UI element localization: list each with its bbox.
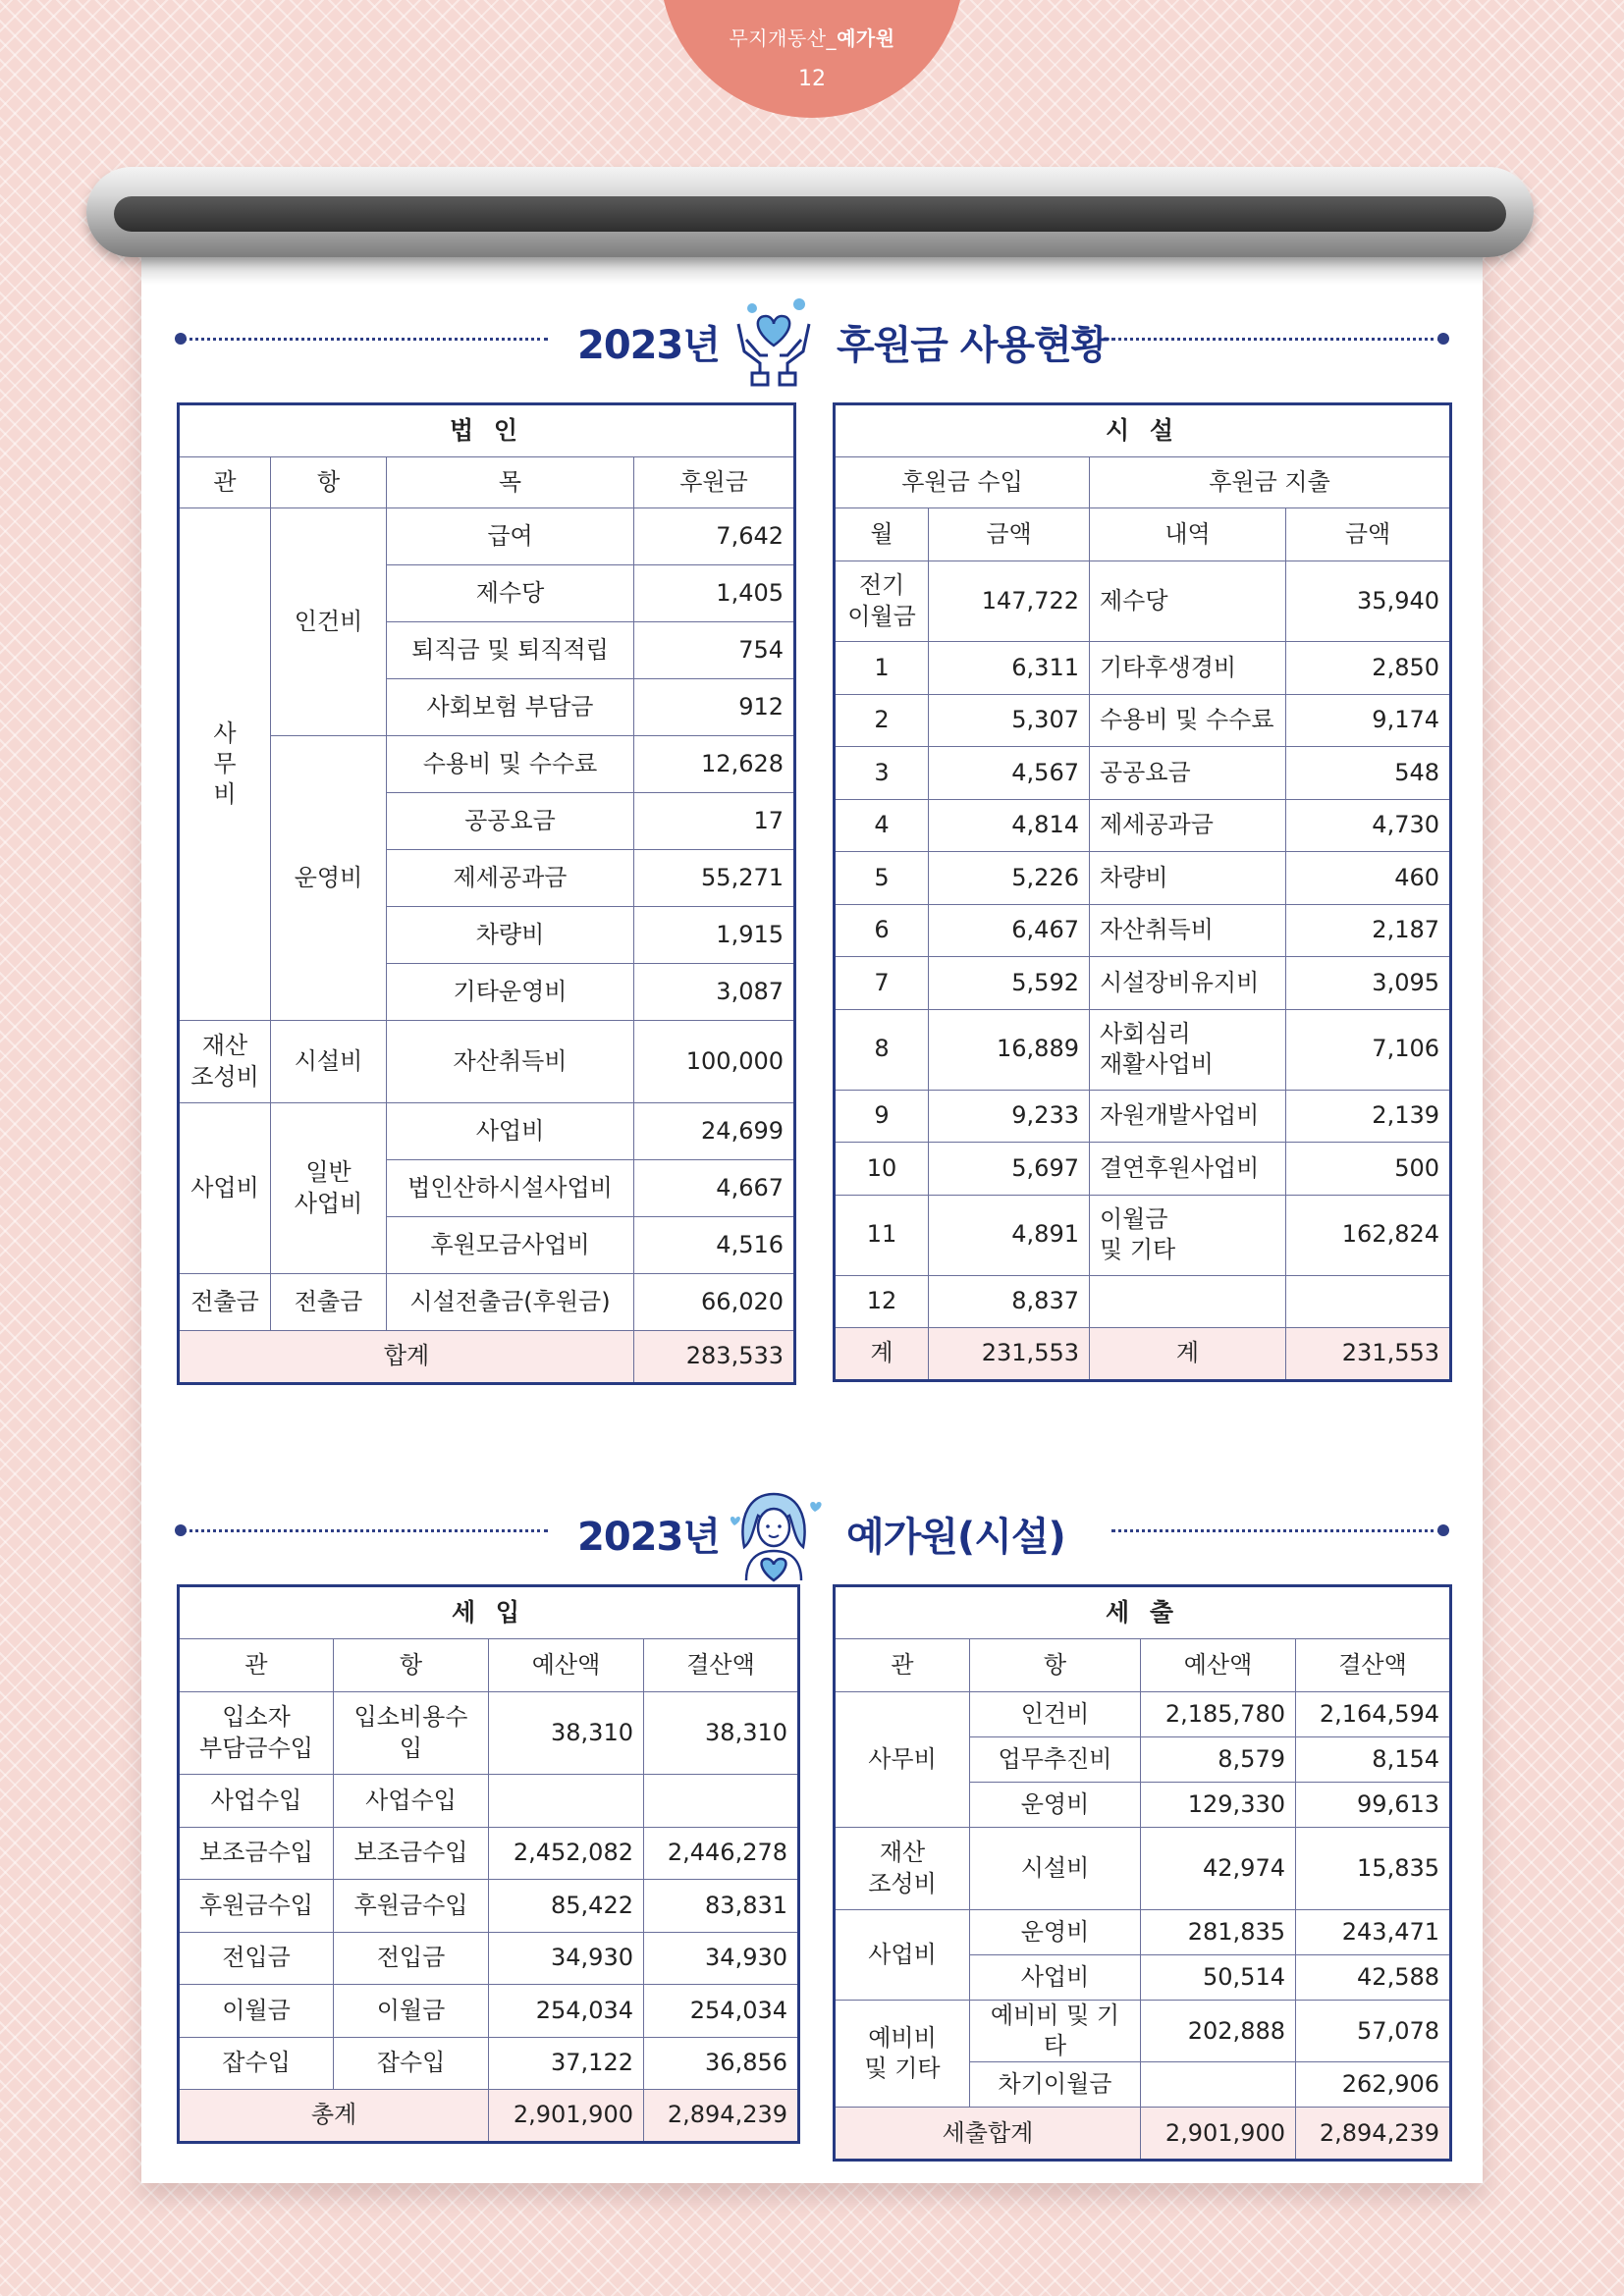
table-cell: 1,915 bbox=[634, 907, 795, 964]
table-cell: 시설비 bbox=[970, 1828, 1141, 1910]
table-cell: 전기 이월금 bbox=[835, 561, 929, 642]
scroll-rod bbox=[86, 167, 1534, 257]
table-cell: 2,452,082 bbox=[489, 1827, 644, 1880]
corp-hang-siseolbi: 시설비 bbox=[271, 1021, 387, 1103]
table-cell: 자원개발사업비 bbox=[1090, 1090, 1286, 1143]
expenditure-total-budget: 2,901,900 bbox=[1141, 2108, 1296, 2161]
table-cell: 2 bbox=[835, 694, 929, 747]
table-cell: 2,446,278 bbox=[644, 1827, 799, 1880]
table-cell: 10 bbox=[835, 1143, 929, 1196]
facility-header-expense: 금액 bbox=[1286, 508, 1451, 561]
corp-total-amount: 283,533 bbox=[634, 1331, 795, 1384]
table-cell: 공공요금 bbox=[1090, 747, 1286, 800]
table-row bbox=[835, 1009, 1451, 1090]
table-cell: 2,164,594 bbox=[1296, 1692, 1451, 1737]
table-cell: 결연후원사업비 bbox=[1090, 1143, 1286, 1196]
table-cell: 자산취득비 bbox=[1090, 904, 1286, 957]
table-cell: 기타후생경비 bbox=[1090, 642, 1286, 695]
table-cell: 수용비 및 수수료 bbox=[387, 736, 634, 793]
table-cell: 100,000 bbox=[634, 1021, 795, 1103]
table-cell: 잡수입 bbox=[179, 2037, 334, 2090]
section2-title-text: 예가원(시설) bbox=[846, 1515, 1065, 1560]
table-row bbox=[835, 852, 1451, 905]
table-row bbox=[179, 1985, 799, 2038]
table-cell bbox=[644, 1775, 799, 1828]
table-row bbox=[179, 1827, 799, 1880]
revenue-header-gwan: 관 bbox=[179, 1639, 334, 1692]
table-cell: 사회보험 부담금 bbox=[387, 679, 634, 736]
table-cell: 129,330 bbox=[1141, 1783, 1296, 1828]
table-cell: 후원금수입 bbox=[334, 1880, 489, 1933]
corp-header-gwan: 관 bbox=[179, 457, 271, 508]
table-row bbox=[835, 1090, 1451, 1143]
table-cell: 2,185,780 bbox=[1141, 1692, 1296, 1737]
table-cell: 후원모금사업비 bbox=[387, 1217, 634, 1274]
table-cell: 4,891 bbox=[929, 1195, 1090, 1275]
corp-group-saeopbi: 사업비 bbox=[179, 1103, 271, 1274]
table-cell: 1,405 bbox=[634, 565, 795, 622]
table-cell: 42,974 bbox=[1141, 1828, 1296, 1910]
table-cell: 35,940 bbox=[1286, 561, 1451, 642]
corp-caption: 법 인 bbox=[179, 404, 795, 457]
table-cell: 8 bbox=[835, 1009, 929, 1090]
table-cell: 4 bbox=[835, 799, 929, 852]
table-cell: 6,467 bbox=[929, 904, 1090, 957]
table-cell: 254,034 bbox=[644, 1985, 799, 2038]
table-cell: 이월금 bbox=[179, 1985, 334, 2038]
page-number: 12 bbox=[798, 67, 826, 91]
table-cell: 36,856 bbox=[644, 2037, 799, 2090]
table-row bbox=[835, 957, 1451, 1010]
table-cell: 7,106 bbox=[1286, 1009, 1451, 1090]
table-cell: 9 bbox=[835, 1090, 929, 1143]
revenue-table bbox=[177, 1584, 800, 2144]
table-cell: 85,422 bbox=[489, 1880, 644, 1933]
facility-donation-table bbox=[833, 402, 1452, 1382]
table-row bbox=[179, 2037, 799, 2090]
table-cell: 42,588 bbox=[1296, 1955, 1451, 2001]
table-cell: 입소비용수입 bbox=[334, 1692, 489, 1775]
expenditure-total-settled: 2,894,239 bbox=[1296, 2108, 1451, 2161]
expenditure-header-hang: 항 bbox=[970, 1639, 1141, 1692]
table-cell: 57,078 bbox=[1296, 2001, 1451, 2062]
table-cell: 8,837 bbox=[929, 1275, 1090, 1328]
corp-donation-table bbox=[177, 402, 796, 1385]
table-cell: 사업수입 bbox=[334, 1775, 489, 1828]
table-cell: 8,579 bbox=[1141, 1737, 1296, 1783]
table-row bbox=[179, 1692, 799, 1775]
table-cell: 912 bbox=[634, 679, 795, 736]
corp-group-samubi: 사 무 비 bbox=[179, 508, 271, 1021]
table-cell: 460 bbox=[1286, 852, 1451, 905]
corp-header-hang: 항 bbox=[271, 457, 387, 508]
table-cell: 퇴직금 및 퇴직적립 bbox=[387, 622, 634, 679]
table-cell: 147,722 bbox=[929, 561, 1090, 642]
corp-hang-unyeongbi: 운영비 bbox=[271, 736, 387, 1021]
publication-title bbox=[660, 23, 964, 51]
facility-header-income: 금액 bbox=[929, 508, 1090, 561]
table-cell: 15,835 bbox=[1296, 1828, 1451, 1910]
table-cell: 업무추진비 bbox=[970, 1737, 1141, 1783]
table-cell: 전입금 bbox=[179, 1932, 334, 1985]
table-cell: 사업수입 bbox=[179, 1775, 334, 1828]
table-cell: 243,471 bbox=[1296, 1910, 1451, 1955]
table-cell: 시설장비유지비 bbox=[1090, 957, 1286, 1010]
table-cell bbox=[1286, 1275, 1451, 1328]
table-cell: 6,311 bbox=[929, 642, 1090, 695]
table-row bbox=[179, 1880, 799, 1933]
table-cell: 3,095 bbox=[1286, 957, 1451, 1010]
table-cell: 입소자 부담금수입 bbox=[179, 1692, 334, 1775]
table-cell: 262,906 bbox=[1296, 2062, 1451, 2108]
facility-income-header: 후원금 수입 bbox=[835, 457, 1090, 508]
corp-hang-jeonchul: 전출금 bbox=[271, 1274, 387, 1331]
table-cell: 5,592 bbox=[929, 957, 1090, 1010]
table-cell: 공공요금 bbox=[387, 793, 634, 850]
header-badge bbox=[660, 0, 964, 118]
table-cell bbox=[1090, 1275, 1286, 1328]
table-cell: 254,034 bbox=[489, 1985, 644, 2038]
table-cell: 차량비 bbox=[387, 907, 634, 964]
revenue-header-settled: 결산액 bbox=[644, 1639, 799, 1692]
table-cell: 4,730 bbox=[1286, 799, 1451, 852]
table-cell: 99,613 bbox=[1296, 1783, 1451, 1828]
corp-header-amount: 후원금 bbox=[634, 457, 795, 508]
table-row bbox=[835, 642, 1451, 695]
corp-hang-ilban: 일반 사업비 bbox=[271, 1103, 387, 1274]
table-cell: 후원금수입 bbox=[179, 1880, 334, 1933]
table-cell: 보조금수입 bbox=[179, 1827, 334, 1880]
table-cell: 7,642 bbox=[634, 508, 795, 565]
table-cell: 4,667 bbox=[634, 1160, 795, 1217]
table-cell: 66,020 bbox=[634, 1274, 795, 1331]
table-cell: 548 bbox=[1286, 747, 1451, 800]
table-cell: 사업비 bbox=[387, 1103, 634, 1160]
table-cell: 38,310 bbox=[644, 1692, 799, 1775]
facility-total-income: 231,553 bbox=[929, 1328, 1090, 1381]
table-cell: 83,831 bbox=[644, 1880, 799, 1933]
expenditure-total-label: 세출합계 bbox=[835, 2108, 1141, 2161]
table-cell: 202,888 bbox=[1141, 2001, 1296, 2062]
table-cell: 법인산하시설사업비 bbox=[387, 1160, 634, 1217]
table-cell: 281,835 bbox=[1141, 1910, 1296, 1955]
revenue-header-hang: 항 bbox=[334, 1639, 489, 1692]
table-cell: 16,889 bbox=[929, 1009, 1090, 1090]
expenditure-header-gwan: 관 bbox=[835, 1639, 970, 1692]
section1-title-year: 2023년 bbox=[577, 323, 720, 368]
heart-hands-icon bbox=[725, 294, 823, 393]
table-cell: 50,514 bbox=[1141, 1955, 1296, 2001]
table-row bbox=[835, 799, 1451, 852]
table-cell: 차기이월금 bbox=[970, 2062, 1141, 2108]
table-cell: 3 bbox=[835, 747, 929, 800]
table-row bbox=[835, 561, 1451, 642]
table-cell: 시설전출금(후원금) bbox=[387, 1274, 634, 1331]
table-cell: 38,310 bbox=[489, 1692, 644, 1775]
table-cell: 수용비 및 수수료 bbox=[1090, 694, 1286, 747]
table-cell: 5,226 bbox=[929, 852, 1090, 905]
corp-group-jeonchul: 전출금 bbox=[179, 1274, 271, 1331]
table-cell: 잡수입 bbox=[334, 2037, 489, 2090]
table-cell: 55,271 bbox=[634, 850, 795, 907]
table-cell: 9,174 bbox=[1286, 694, 1451, 747]
table-cell bbox=[1141, 2062, 1296, 2108]
table-cell: 사회심리 재활사업비 bbox=[1090, 1009, 1286, 1090]
section2-title bbox=[175, 1486, 1449, 1575]
table-cell: 운영비 bbox=[970, 1910, 1141, 1955]
table-cell: 이월금 bbox=[334, 1985, 489, 2038]
table-cell bbox=[489, 1775, 644, 1828]
table-cell: 5,697 bbox=[929, 1143, 1090, 1196]
table-cell: 이월금 및 기타 bbox=[1090, 1195, 1286, 1275]
table-cell: 기타운영비 bbox=[387, 964, 634, 1021]
revenue-total-budget: 2,901,900 bbox=[489, 2090, 644, 2143]
expenditure-group-saeopbi: 사업비 bbox=[835, 1910, 970, 2001]
table-row bbox=[835, 1143, 1451, 1196]
table-cell: 운영비 bbox=[970, 1783, 1141, 1828]
table-cell: 24,699 bbox=[634, 1103, 795, 1160]
table-cell: 인건비 bbox=[970, 1692, 1141, 1737]
table-cell: 162,824 bbox=[1286, 1195, 1451, 1275]
table-cell: 제수당 bbox=[387, 565, 634, 622]
publication-name: 예가원 bbox=[837, 27, 895, 50]
table-cell: 제세공과금 bbox=[387, 850, 634, 907]
table-row bbox=[179, 1775, 799, 1828]
corp-header-mok: 목 bbox=[387, 457, 634, 508]
table-cell: 1 bbox=[835, 642, 929, 695]
woman-heart-icon bbox=[725, 1486, 827, 1584]
table-cell: 5,307 bbox=[929, 694, 1090, 747]
table-row bbox=[835, 904, 1451, 957]
table-cell: 34,930 bbox=[644, 1932, 799, 1985]
table-cell: 17 bbox=[634, 793, 795, 850]
expenditure-table bbox=[833, 1584, 1452, 2162]
table-cell: 제세공과금 bbox=[1090, 799, 1286, 852]
table-cell: 차량비 bbox=[1090, 852, 1286, 905]
table-cell: 37,122 bbox=[489, 2037, 644, 2090]
revenue-header-budget: 예산액 bbox=[489, 1639, 644, 1692]
table-cell: 4,814 bbox=[929, 799, 1090, 852]
revenue-total-settled: 2,894,239 bbox=[644, 2090, 799, 2143]
table-cell: 12,628 bbox=[634, 736, 795, 793]
table-cell: 제수당 bbox=[1090, 561, 1286, 642]
table-cell: 전입금 bbox=[334, 1932, 489, 1985]
expenditure-group-jaesan: 재산 조성비 bbox=[835, 1828, 970, 1910]
expenditure-header-settled: 결산액 bbox=[1296, 1639, 1451, 1692]
facility-total-label-right: 계 bbox=[1090, 1328, 1286, 1381]
facility-expense-header: 후원금 지출 bbox=[1090, 457, 1451, 508]
table-cell: 12 bbox=[835, 1275, 929, 1328]
table-cell: 11 bbox=[835, 1195, 929, 1275]
table-cell: 4,516 bbox=[634, 1217, 795, 1274]
table-cell: 9,233 bbox=[929, 1090, 1090, 1143]
table-row bbox=[835, 1195, 1451, 1275]
expenditure-caption: 세 출 bbox=[835, 1586, 1451, 1639]
section1-title bbox=[175, 294, 1449, 383]
table-row bbox=[835, 694, 1451, 747]
table-cell: 2,850 bbox=[1286, 642, 1451, 695]
expenditure-group-yebi: 예비비 및 기타 bbox=[835, 2001, 970, 2108]
table-cell: 보조금수입 bbox=[334, 1827, 489, 1880]
table-cell: 2,139 bbox=[1286, 1090, 1451, 1143]
table-cell: 5 bbox=[835, 852, 929, 905]
table-row bbox=[835, 747, 1451, 800]
facility-header-month: 월 bbox=[835, 508, 929, 561]
revenue-total-label: 총계 bbox=[179, 2090, 489, 2143]
table-cell: 2,187 bbox=[1286, 904, 1451, 957]
expenditure-header-budget: 예산액 bbox=[1141, 1639, 1296, 1692]
table-cell: 754 bbox=[634, 622, 795, 679]
facility-header-desc: 내역 bbox=[1090, 508, 1286, 561]
facility-total-label-left: 계 bbox=[835, 1328, 929, 1381]
publication-prefix: 무지개동산_ bbox=[729, 27, 838, 50]
table-cell: 자산취득비 bbox=[387, 1021, 634, 1103]
table-cell: 6 bbox=[835, 904, 929, 957]
facility-total-expense: 231,553 bbox=[1286, 1328, 1451, 1381]
table-cell: 예비비 및 기타 bbox=[970, 2001, 1141, 2062]
table-cell: 급여 bbox=[387, 508, 634, 565]
section2-title-year: 2023년 bbox=[577, 1515, 720, 1560]
table-cell: 사업비 bbox=[970, 1955, 1141, 2001]
revenue-caption: 세 입 bbox=[179, 1586, 799, 1639]
table-row bbox=[179, 1932, 799, 1985]
corp-group-jaesan: 재산 조성비 bbox=[179, 1021, 271, 1103]
table-cell: 8,154 bbox=[1296, 1737, 1451, 1783]
corp-total-label: 합계 bbox=[179, 1331, 634, 1384]
table-cell: 3,087 bbox=[634, 964, 795, 1021]
table-cell: 34,930 bbox=[489, 1932, 644, 1985]
expenditure-group-samubi: 사무비 bbox=[835, 1692, 970, 1828]
section1-title-text: 후원금 사용현황 bbox=[837, 323, 1109, 368]
table-cell: 7 bbox=[835, 957, 929, 1010]
facility-caption: 시 설 bbox=[835, 404, 1451, 457]
table-cell: 4,567 bbox=[929, 747, 1090, 800]
corp-hang-ingeonbi: 인건비 bbox=[271, 508, 387, 736]
table-cell: 500 bbox=[1286, 1143, 1451, 1196]
table-row bbox=[835, 1275, 1451, 1328]
